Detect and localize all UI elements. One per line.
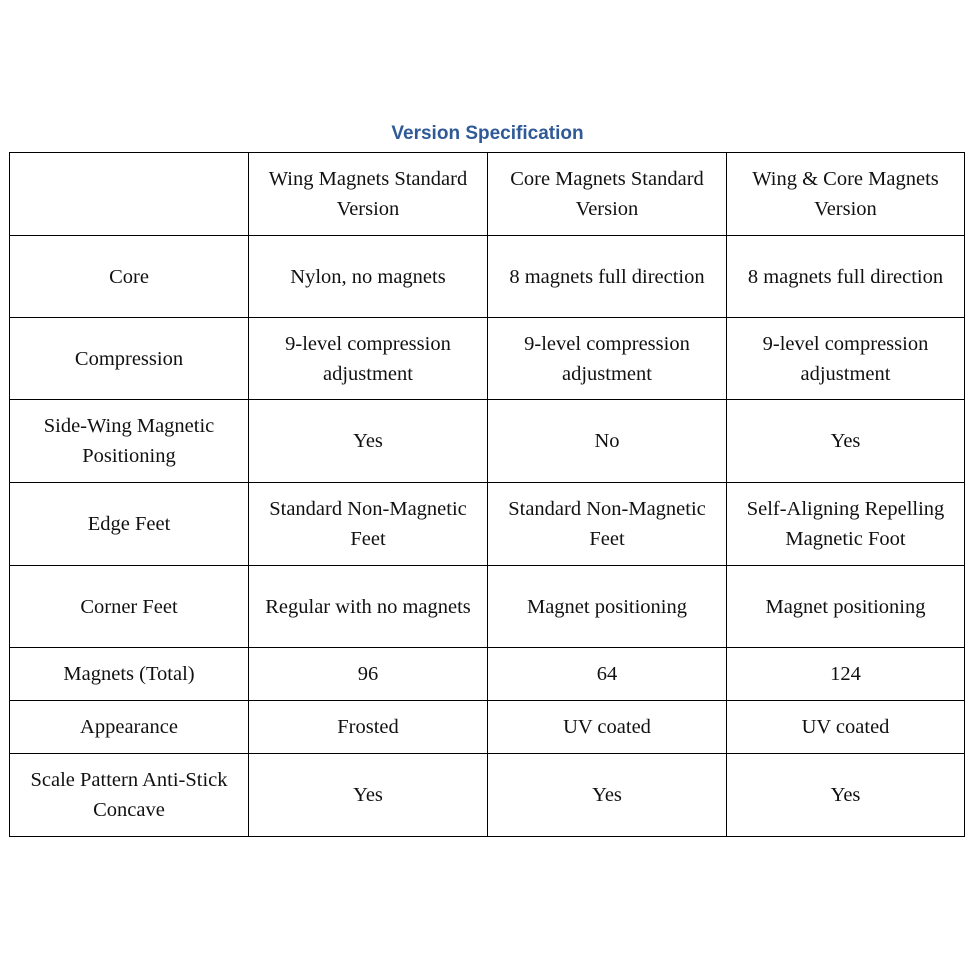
table-cell: Magnet positioning (727, 566, 965, 648)
table-cell: 64 (488, 648, 727, 701)
table-cell: UV coated (488, 701, 727, 754)
table-header-row (10, 153, 965, 236)
row-label-edge-feet: Edge Feet (10, 483, 249, 566)
table-cell: 9-level compression adjustment (727, 318, 965, 400)
table-cell: 9-level compression adjustment (249, 318, 488, 400)
table-cell: Yes (727, 400, 965, 483)
table-row (10, 648, 965, 701)
version-spec-table (9, 152, 965, 837)
table-row (10, 318, 965, 400)
table-cell: Frosted (249, 701, 488, 754)
table-cell: Magnet positioning (488, 566, 727, 648)
row-label-corner-feet: Corner Feet (10, 566, 249, 648)
table-cell: UV coated (727, 701, 965, 754)
table-cell: 96 (249, 648, 488, 701)
header-cell-core-magnets: Core Magnets Standard Version (488, 153, 727, 236)
table-row (10, 483, 965, 566)
table-cell: Regular with no magnets (249, 566, 488, 648)
row-label-side-wing: Side-Wing Magnetic Positioning (10, 400, 249, 483)
row-label-compression: Compression (10, 318, 249, 400)
row-label-appearance: Appearance (10, 701, 249, 754)
row-label-magnets-total: Magnets (Total) (10, 648, 249, 701)
table-cell: No (488, 400, 727, 483)
row-label-scale-pattern: Scale Pattern Anti-Stick Concave (10, 754, 249, 837)
table-row (10, 701, 965, 754)
table-row (10, 566, 965, 648)
table-row (10, 754, 965, 837)
table-cell: Yes (727, 754, 965, 837)
row-label-core: Core (10, 236, 249, 318)
table-cell: 8 magnets full direction (488, 236, 727, 318)
table-cell: 124 (727, 648, 965, 701)
table-cell: Self-Aligning Repelling Magnetic Foot (727, 483, 965, 566)
table-cell: Standard Non-Magnetic Feet (488, 483, 727, 566)
table-cell: Yes (249, 400, 488, 483)
table-row (10, 400, 965, 483)
table-cell: Standard Non-Magnetic Feet (249, 483, 488, 566)
table-cell: Yes (249, 754, 488, 837)
header-cell-wing-core-magnets: Wing & Core Magnets Version (727, 153, 965, 236)
table-cell: 8 magnets full direction (727, 236, 965, 318)
table-cell: 9-level compression adjustment (488, 318, 727, 400)
table-cell: Nylon, no magnets (249, 236, 488, 318)
table-caption: Version Specification (391, 123, 584, 144)
header-cell-empty (10, 153, 249, 236)
table-row (10, 236, 965, 318)
header-cell-wing-magnets: Wing Magnets Standard Version (249, 153, 488, 236)
table-cell: Yes (488, 754, 727, 837)
